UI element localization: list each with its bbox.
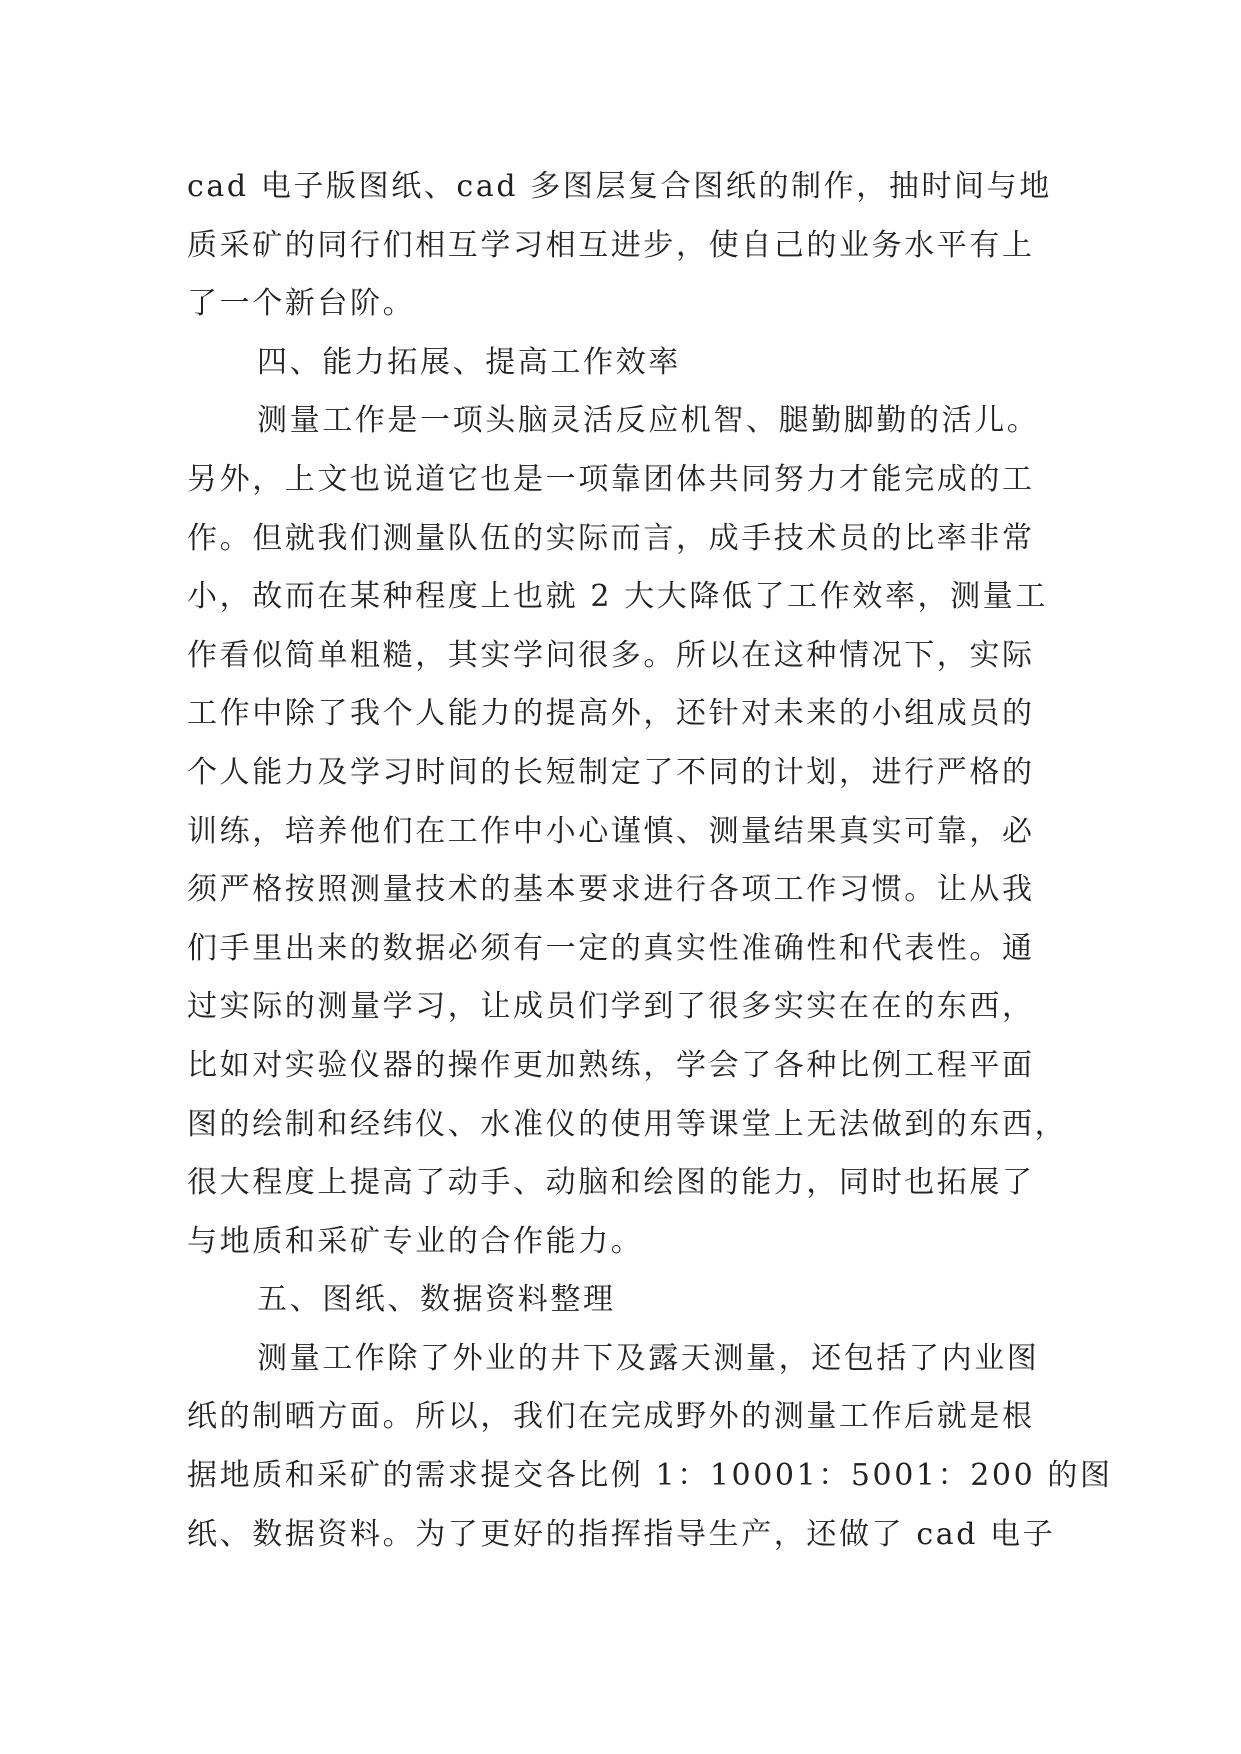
text-line: 图的绘制和经纬仪、水准仪的使用等课堂上无法做到的东西， <box>187 1106 1068 1142</box>
text-line: 测量工作除了外业的井下及露天测量，还包括了内业图 <box>257 1340 1040 1376</box>
text-line: 个人能力及学习时间的长短制定了不同的计划，进行严格的 <box>187 754 1035 790</box>
text-line: 很大程度上提高了动手、动脑和绘图的能力，同时也拓展了 <box>187 1165 1035 1201</box>
text-line: 训练，培养他们在工作中小心谨慎、测量结果真实可靠，必 <box>187 813 1035 849</box>
text-line: 了一个新台阶。 <box>187 286 416 322</box>
text-line: 小，故而在某种程度上也就 2 大大降低了工作效率，测量工 <box>187 579 1048 615</box>
text-line: 测量工作是一项头脑灵活反应机智、腿勤脚勤的活儿。 <box>257 403 1040 439</box>
body-text <box>187 158 1113 1564</box>
text-line: 过实际的测量学习，让成员们学到了很多实实在在的东西， <box>187 989 1035 1025</box>
text-line: 质采矿的同行们相互学习相互进步，使自己的业务水平有上 <box>187 227 1035 263</box>
text-line: 作看似简单粗糙，其实学问很多。所以在这种情况下，实际 <box>187 637 1035 673</box>
text-line: 纸、数据资料。为了更好的指挥指导生产，还做了 cad 电子 <box>187 1516 1056 1552</box>
text-line: 工作中除了我个人能力的提高外，还针对未来的小组成员的 <box>187 696 1035 732</box>
text-line: 纸的制晒方面。所以，我们在完成野外的测量工作后就是根 <box>187 1399 1035 1435</box>
text-line: 作。但就我们测量队伍的实际而言，成手技术员的比率非常 <box>187 520 1035 556</box>
text-line: 们手里出来的数据必须有一定的真实性准确性和代表性。通 <box>187 930 1035 966</box>
section-heading: 五、图纸、数据资料整理 <box>257 1282 616 1318</box>
text-line: 须严格按照测量技术的基本要求进行各项工作习惯。让从我 <box>187 872 1035 908</box>
text-line: 比如对实验仪器的操作更加熟练，学会了各种比例工程平面 <box>187 1047 1035 1083</box>
text-line: 据地质和采矿的需求提交各比例 1：10001：5001：200 的图 <box>187 1458 1113 1494</box>
text-line: 与地质和采矿专业的合作能力。 <box>187 1223 644 1259</box>
text-line: 另外，上文也说道它也是一项靠团体共同努力才能完成的工 <box>187 461 1035 497</box>
text-line: cad 电子版图纸、cad 多图层复合图纸的制作，抽时间与地 <box>187 169 1052 204</box>
section-heading: 四、能力拓展、提高工作效率 <box>257 344 681 380</box>
